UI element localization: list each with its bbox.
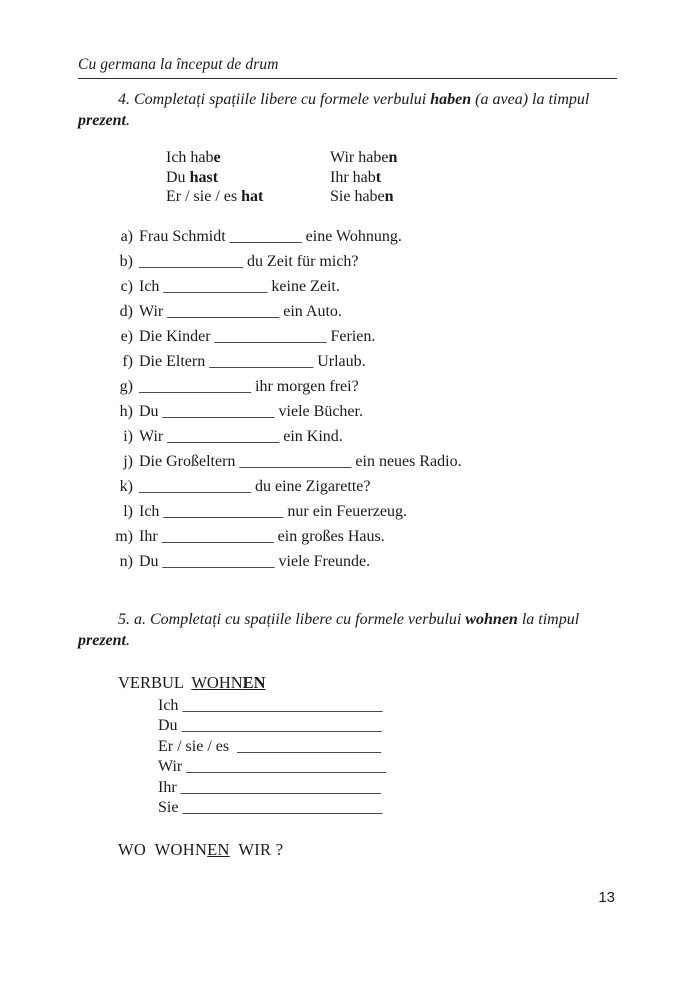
item-label: j) <box>123 452 133 470</box>
exercise5-instruction-line2: prezent. <box>78 631 130 649</box>
wo-wohnen-question: WO WOHNEN WIR ? <box>118 839 284 859</box>
blank-line: _________________________ <box>182 696 383 714</box>
item-label: k) <box>119 477 133 495</box>
list-item <box>78 303 617 328</box>
item-text: Ich _____________ keine Zeit. <box>139 277 340 295</box>
exercise4-number: 4. <box>118 91 134 108</box>
list-item <box>78 528 617 553</box>
list-item <box>78 228 617 253</box>
item-label: m) <box>115 527 133 545</box>
list-item <box>78 328 617 353</box>
item-text: _____________ du Zeit für mich? <box>139 252 359 270</box>
underlined-ending: EN <box>207 839 230 859</box>
list-item <box>78 453 617 478</box>
list-item <box>78 378 617 403</box>
item-label: d) <box>119 302 133 320</box>
item-label: g) <box>119 377 133 395</box>
verb-row <box>158 696 617 717</box>
list-item <box>78 478 617 503</box>
header-rule <box>78 78 617 79</box>
verb-row <box>158 778 617 799</box>
verb-row <box>158 716 617 737</box>
pronoun: Du <box>158 717 182 734</box>
underlined-verb: WOHNEN <box>191 672 266 692</box>
wohnen-conjugation-blanks <box>158 696 617 819</box>
item-label: b) <box>119 252 133 270</box>
verb-haben: haben <box>430 91 472 108</box>
exercise5-number: 5. a. <box>118 610 150 628</box>
pronoun: Ich <box>158 696 183 714</box>
item-text: ______________ ihr morgen frei? <box>139 377 359 395</box>
item-text: Frau Schmidt _________ eine Wohnung. <box>139 227 402 245</box>
list-item <box>78 403 617 428</box>
page-number: 13 <box>598 889 615 906</box>
verb-wohnen-title: VERBUL WOHNEN <box>118 672 266 692</box>
running-header: Cu germana la început de drum <box>78 56 279 73</box>
item-label: e) <box>120 327 133 345</box>
item-label: f) <box>122 352 133 370</box>
conjugation-row: Er / sie / es hat Sie haben <box>166 188 394 205</box>
list-item <box>78 553 617 578</box>
item-text: Ihr ______________ ein großes Haus. <box>139 527 385 545</box>
blank-line: _________________________ <box>181 717 382 734</box>
list-item <box>78 503 617 528</box>
verb-row <box>158 737 617 758</box>
exercise5-instruction-line1: 5. a. Completați cu spațiile libere cu formele verbului wohnen la timpul <box>118 610 580 628</box>
blank-line: _________________________ <box>186 758 387 775</box>
item-label: c) <box>120 277 133 295</box>
blank-line: _________________________ <box>180 778 381 796</box>
pronoun: Er / sie / es <box>158 737 238 755</box>
exercise4-instruction-line2: prezent. <box>78 112 130 129</box>
item-label: a) <box>120 227 133 245</box>
list-item <box>78 353 617 378</box>
item-text: Die Eltern _____________ Urlaub. <box>139 352 366 370</box>
item-label: i) <box>123 427 133 445</box>
verb-wohnen: wohnen <box>465 610 518 628</box>
conjugation-row: Du hast Ihr habt <box>166 168 382 186</box>
pronoun: Sie <box>158 799 183 816</box>
pronoun: Ihr <box>158 778 181 796</box>
blank-line: _________________________ <box>182 799 383 816</box>
exercise4-instruction <box>78 89 617 131</box>
haben-conjugation-table <box>166 148 617 207</box>
exercise5-instruction <box>78 609 617 651</box>
item-text: Wir ______________ ein Kind. <box>139 427 343 445</box>
item-label: n) <box>119 552 133 570</box>
conjugation-row: Ich habe Wir haben <box>166 149 398 166</box>
list-item <box>78 278 617 303</box>
item-text: Die Großeltern ______________ ein neues Radio. <box>139 452 462 470</box>
list-item <box>78 428 617 453</box>
item-text: Du ______________ viele Bücher. <box>139 402 363 420</box>
verb-row <box>158 798 617 819</box>
pronoun: Wir <box>158 758 187 775</box>
item-text: ______________ du eine Zigarette? <box>139 477 371 495</box>
list-item <box>78 253 617 278</box>
item-text: Wir ______________ ein Auto. <box>139 302 342 320</box>
exercise4-instruction-line1: 4. Completați spațiile libere cu formele verbului haben (a avea) la timpul <box>118 91 590 108</box>
item-text: Ich _______________ nur ein Feuerzeug. <box>139 502 407 520</box>
item-text: Die Kinder ______________ Ferien. <box>139 327 376 345</box>
blank-line: __________________ <box>237 737 382 755</box>
item-label: l) <box>123 502 133 520</box>
item-text: Du ______________ viele Freunde. <box>139 552 371 570</box>
verb-row <box>158 757 617 778</box>
exercise4-item-list <box>78 228 617 578</box>
item-label: h) <box>119 402 133 420</box>
